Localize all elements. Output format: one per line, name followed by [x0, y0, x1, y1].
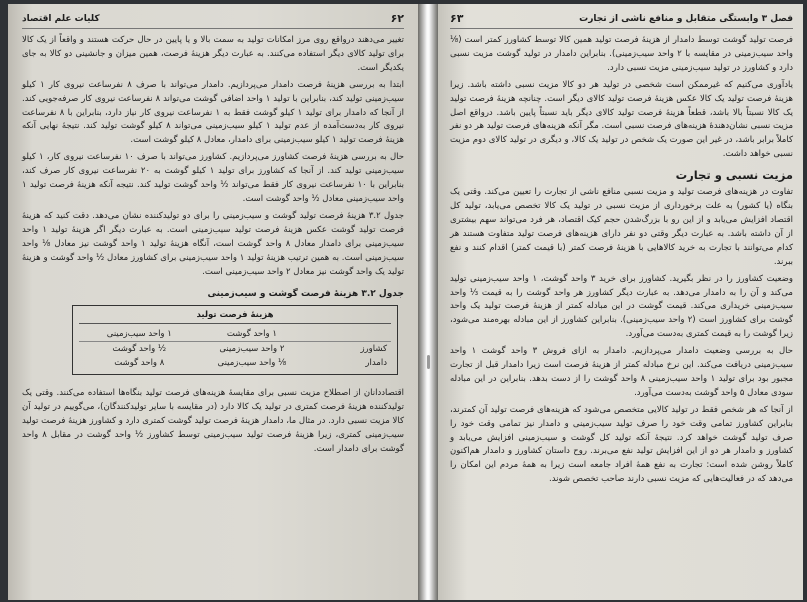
right-paragraph-1: فرصت تولید گوشت توسط دامدار از هزینهٔ فرصت تولید همین کالا توسط کشاورز کمتر است (⅛ واحد سیب‌زمینی در مقایسه با ۲ واحد سیب‌زمینی). بنابراین دامدار در تولید گوشت مزیت نسبی دارد و کشاورز در تولید سیب‌زمینی مزیت نسبی دارد.	[450, 35, 793, 73]
table-header-row	[79, 327, 391, 342]
table-caption: جدول ۳.۲ هزینهٔ فرصت گوشت و سیب‌زمینی	[207, 289, 404, 300]
left-header-title: کلیات علم اقتصاد	[22, 13, 100, 24]
table-col-meat: ۱ واحد گوشت	[226, 329, 277, 340]
table-cell-meat: ⅛ واحد سیب‌زمینی	[217, 358, 287, 369]
left-book-page	[8, 4, 418, 600]
section-paragraph-3: حال به بررسی وضعیت دامدار می‌پردازیم. دامدار به ازای فروش ۳ واحد گوشت ۱ واحد سیب‌زمینی دریافت می‌کند. این نرخ مبادله کمتر از هزینهٔ فرصت است زیرا دامدار قبل از تجارت مجبور بود برای تولید ۱ واحد سیب‌زمینی ۸ واحد گوشت را از دست بدهد. بنابراین در این مبادله سودی معادل ۵ واحد گوشت به‌دست می‌آورد.	[450, 346, 793, 398]
opportunity-cost-table	[72, 305, 398, 375]
left-closing-paragraph: اقتصاددانان از اصطلاح مزیت نسبی برای مقایسهٔ هزینه‌های فرصت تولید بنگاه‌ها استفاده می‌کنند. وقتی یک تولیدکننده هزینهٔ فرصت کمتری در تولید یک کالا دارد (در مقایسه با سایر تولیدکنندگان)، می‌گوییم در تولید آن کالا مزیت نسبی دارد. در مثال ما، دامدار هزینهٔ فرصت تولید گوشت کمتری دارد و کشاورز هزینهٔ فرصت تولید سیب‌زمینی کمتری، زیرا هزینهٔ فرصت تولید سیب‌زمینی توسط کشاورز ½ واحد گوشت در مقابل ۸ واحد گوشت برای دامدار است.	[22, 388, 404, 455]
gutter-handle-icon[interactable]	[427, 355, 430, 369]
left-paragraph-3: حال به بررسی هزینهٔ فرصت کشاورز می‌پردازیم. کشاورز می‌تواند با صرف ۱۰ نفرساعت نیروی کار، ۱ کیلو سیب‌زمینی تولید کند. از آنجا که کشاورز برای تولید ۱ کیلو گوشت به ۲۰ نفرساعت نیروی کار صرف کند، بنابراین با ۱۰ نفرساعت نیروی کار فقط می‌تواند ½ واحد گوشت تولید کند. نتیجه آنکه هزینهٔ فرصت تولید ۱ واحد سیب‌زمینی معادل ½ واحد گوشت است.	[22, 152, 404, 204]
right-book-page	[438, 4, 803, 600]
table-row	[79, 356, 391, 370]
section-paragraph-1: تفاوت در هزینه‌های فرصت تولید و مزیت نسبی منافع ناشی از تجارت را تعیین می‌کند. وقتی یک بنگاه (یا کشور) به علت برخورداری از مزیت نسبی در تولید یک کالا تخصص می‌یابد، تولید کل اقتصاد افزایش می‌یابد و از این رو با بزرگ‌شدن حجم کیک اقتصاد، هر فرد می‌تواند سهم بیشتری از آن داشته باشد. به عبارت دیگر وقتی دو نفر دارای هزینه‌های فرصت تولید متفاوت هستند هر کدام می‌توانند با تجارت به خرید کالاهایی با هزینهٔ فرصت کمتر (با قیمت کمتر) اقدام کنند و نفع ببرند.	[450, 187, 793, 267]
table-cell-producer: دامدار	[365, 358, 387, 369]
section-title: مزیت نسبی و تجارت	[675, 168, 793, 183]
section-paragraph-2: وضعیت کشاورز را در نظر بگیرید. کشاورز برای خرید ۳ واحد گوشت، ۱ واحد سیب‌زمینی تولید می‌کند و آن را به دامدار می‌دهد. به عبارت دیگر کشاورز هر واحد گوشت را به قیمت ⅓ واحد سیب‌زمینی خریداری می‌کند. قیمت گوشت در این مبادله کمتر از هزینهٔ فرصت تولید یک واحد گوشت برای کشاورز است (۲ واحد سیب‌زمینی). بنابراین کشاورز از این مبادله بهره‌مند می‌شود، زیرا گوشت را به قیمت کمتری به‌دست می‌آورد.	[450, 273, 793, 340]
table-title: هزینهٔ فرصت تولید	[79, 310, 391, 324]
right-header-title: فصل ۳ وابستگی متقابل و منافع ناشی از تجارت	[579, 13, 793, 24]
right-page-number: ۶۳	[450, 12, 464, 25]
table-row	[79, 342, 391, 356]
right-running-head	[450, 12, 793, 29]
section-paragraph-4: از آنجا که هر شخص فقط در تولید کالایی متخصص می‌شود که هزینه‌های فرصت تولید آن کمترند، بنابراین کشاورز تمامی وقت خود را صرف تولید سیب‌زمینی و دامدار نیز تمامی وقت خود را صرف تولید گوشت خواهد کرد. نتیجهٔ آنکه تولید کل گوشت و سیب‌زمینی افزایش می‌یابد و کشاورز و دامدار هر دو از این افزایش تولید نفع می‌برند. روح داستان کشاورز و دامدار هم‌اکنون کاملاً روشن شده است: تجارت به نفع همهٔ افراد جامعه است زیرا به همهٔ مردم این امکان را می‌دهد که در فعالیت‌هایی که مزیت نسبی دارند صاحب تخصص شوند.	[450, 404, 793, 485]
table-cell-potato: ½ واحد گوشت	[112, 344, 167, 355]
left-running-head	[22, 12, 404, 29]
left-page-number: ۶۲	[390, 12, 404, 25]
left-paragraph-4: جدول ۳.۲ هزینهٔ فرصت تولید گوشت و سیب‌زمینی را برای دو تولیدکننده نشان می‌دهد. دقت کنید که هزینهٔ فرصت تولید گوشت عکس هزینهٔ فرصت تولید سیب‌زمینی است. به عبارت دیگر اگر هزینهٔ تولید ۱ واحد سیب‌زمینی برای دامدار معادل ۸ واحد گوشت است، آنگاه هزینهٔ تولید ۱ واحد گوشت نیز معادل ⅛ واحد سیب‌زمینی است. به همین ترتیب هزینهٔ تولید ۱ واحد سیب‌زمینی برای کشاورز معادل ½ واحد گوشت و هزینهٔ تولید یک واحد گوشت نیز معادل ۲ واحد سیب‌زمینی است.	[22, 210, 404, 277]
table-cell-producer: کشاورز	[360, 344, 387, 355]
right-paragraph-2: یادآوری می‌کنیم که غیرممکن است شخصی در تولید هر دو کالا مزیت نسبی داشته باشد. زیرا هزینهٔ فرصت تولید یک کالا عکس هزینهٔ فرصت تولید کالای دیگر است. چنانچه هزینهٔ فرصت تولید یک کالا نسبتاً بالا باشد، قطعاً هزینهٔ فرصت تولید کالای دیگر باید نسبتاً پایین باشد. درواقع اصل مزیت نسبی نشان‌دهندهٔ هزینه‌های فرصت نسبی است. مگر آنکه هزینه‌های فرصت تولید هر دو نفر کاملاً برابر باشد، در غیر این صورت یک شخص در تولید یک کالا، و دیگری در تولید کالای دوم مزیت نسبی خواهد داشت.	[450, 79, 793, 160]
left-paragraph-1: تغییر می‌دهند درواقع روی مرز امکانات تولید به سمت بالا و یا پایین در حال حرکت هستند و واقعاً از یک کالا برای تولید کالای دیگر استفاده می‌کنند. به عبارت دیگر هزینهٔ فرصت، همین میزان و جانشینی دو کالا به جای یکدیگر است.	[22, 35, 404, 73]
table-col-potato: ۱ واحد سیب‌زمینی	[106, 329, 172, 340]
viewer-page-gutter	[418, 4, 438, 600]
table-cell-potato: ۸ واحد گوشت	[114, 358, 165, 369]
left-paragraph-2: ابتدا به بررسی هزینهٔ فرصت دامدار می‌پردازیم. دامدار می‌تواند با صرف ۸ نفرساعت نیروی کار ۱ کیلو سیب‌زمینی تولید کند، بنابراین با تولید ۱ واحد اضافی گوشت می‌تواند ۸ نفرساعت نیروی کار صرفه‌جویی کند. از آنجا که دامدار برای تولید ۱ کیلو گوشت فقط به ۱ نفرساعت نیروی کار نیاز دارد، بنابراین با ۸ نفرساعت نیروی کار به‌دست‌آمده از عدم تولید ۱ کیلو سیب‌زمینی می‌تواند ۸ کیلو گوشت تولید کند. نتیجهٔ نهایی آنکه هزینهٔ فرصت تولید ۱ کیلو سیب‌زمینی برای دامدار، معادل ۸ کیلو گوشت است.	[22, 79, 404, 146]
table-cell-meat: ۲ واحد سیب‌زمینی	[219, 344, 285, 355]
